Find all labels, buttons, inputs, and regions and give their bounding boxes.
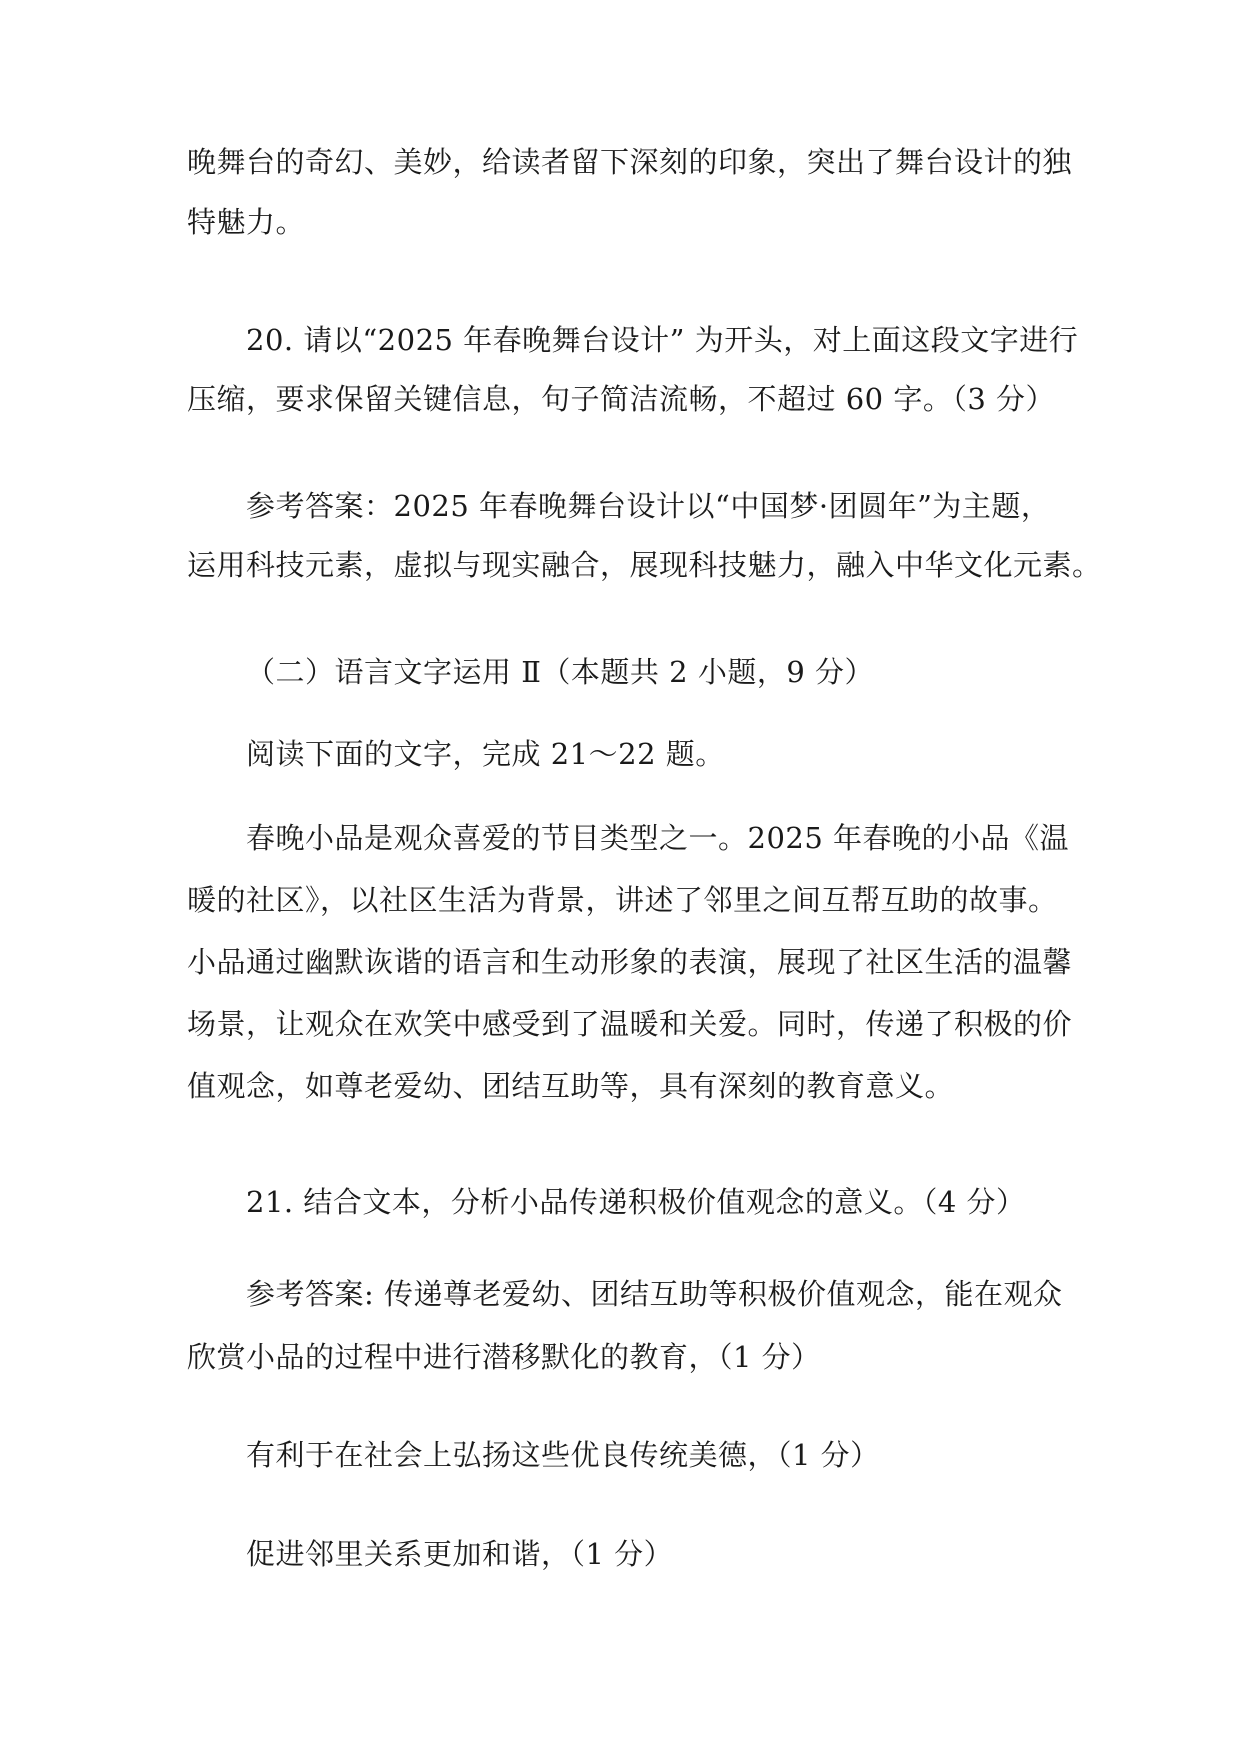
- passage-line: 场景，让观众在欢笑中感受到了温暖和关爱。同时，传递了积极的价: [187, 1007, 1073, 1041]
- question-20-line: 20. 请以“2025 年春晚舞台设计” 为开头，对上面这段文字进行: [246, 323, 1079, 357]
- answer-21-line: 有利于在社会上弘扬这些优良传统美德，（1 分）: [246, 1438, 880, 1472]
- passage-line: 小品通过幽默诙谐的语言和生动形象的表演，展现了社区生活的温馨: [187, 945, 1073, 979]
- question-21-line: 21. 结合文本，分析小品传递积极价值观念的意义。（4 分）: [246, 1185, 1026, 1219]
- answer-20-line: 运用科技元素，虚拟与现实融合，展现科技魅力，融入中华文化元素。: [187, 548, 1102, 582]
- passage-line: 春晚小品是观众喜爱的节目类型之一。2025 年春晚的小品《温: [246, 821, 1070, 855]
- paragraph-line: 特魅力。: [187, 205, 306, 239]
- answer-21-line: 欣赏小品的过程中进行潜移默化的教育，（1 分）: [187, 1340, 821, 1374]
- reading-instruction: 阅读下面的文字，完成 21～22 题。: [246, 737, 725, 771]
- answer-21-line: 参考答案: 传递尊老爱幼、团结互助等积极价值观念，能在观众: [246, 1277, 1063, 1311]
- passage-line: 暖的社区》，以社区生活为背景，讲述了邻里之间互帮互助的故事。: [187, 883, 1058, 917]
- question-20-line: 压缩，要求保留关键信息，句子简洁流畅，不超过 60 字。（3 分）: [187, 382, 1056, 416]
- passage-line: 值观念，如尊老爱幼、团结互助等，具有深刻的教育意义。: [187, 1069, 955, 1103]
- answer-20-line: 参考答案：2025 年春晚舞台设计以“中国梦·团圆年”为主题，: [246, 489, 1051, 523]
- section-heading: （二）语言文字运用 Ⅱ（本题共 2 小题，9 分）: [246, 655, 874, 689]
- paragraph-line: 晚舞台的奇幻、美妙，给读者留下深刻的印象，突出了舞台设计的独: [187, 145, 1073, 179]
- answer-21-line: 促进邻里关系更加和谐，（1 分）: [246, 1537, 674, 1571]
